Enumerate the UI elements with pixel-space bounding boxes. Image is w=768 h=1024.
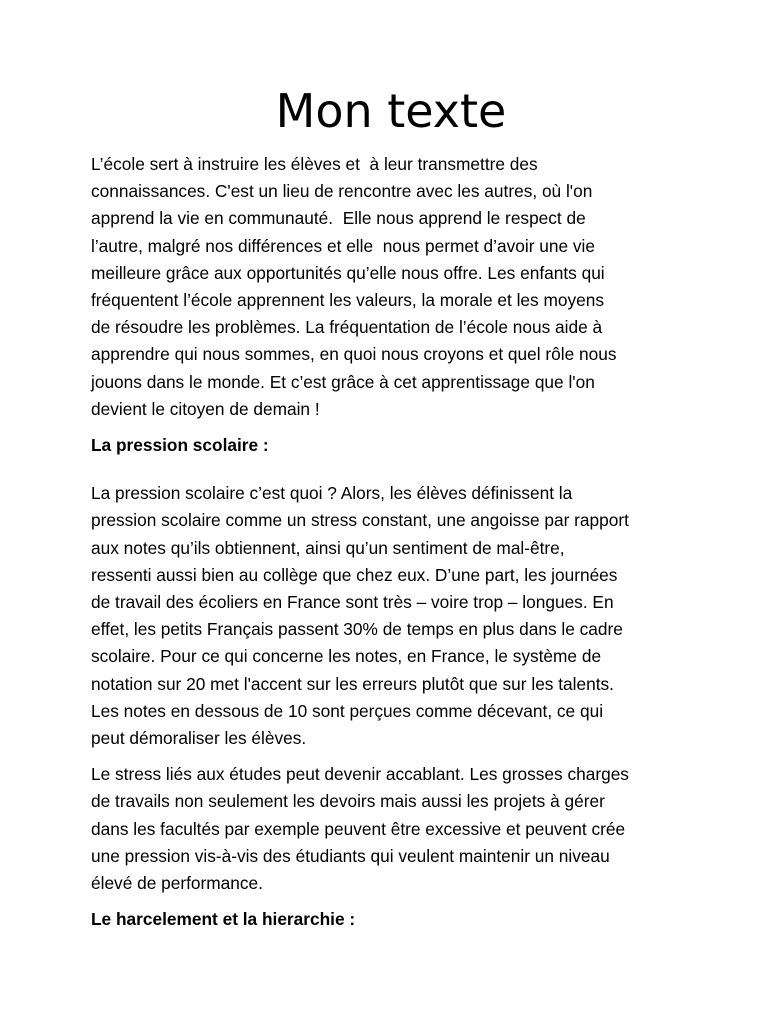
text-line: connaissances. C'est un lieu de rencontre avec les autres, où l'on — [91, 181, 593, 202]
text-line: de travails non seulement les devoirs mais aussi les projets à gérer — [91, 791, 605, 812]
text-line: l’autre, malgré nos différences et elle nous permet d’avoir une vie — [91, 235, 595, 256]
text-line: meilleure grâce aux opportunités qu’elle nous offre. Les enfants qui — [91, 262, 605, 283]
text-line: ressenti aussi bien au collège que chez eux. D’une part, les journées — [91, 564, 618, 585]
text-line: devient le citoyen de demain ! — [91, 398, 320, 419]
text-line: une pression vis-à-vis des étudiants qui veulent maintenir un niveau — [91, 845, 610, 866]
text-line: apprendre qui nous sommes, en quoi nous croyons et quel rôle nous — [91, 344, 617, 365]
text-line: de résoudre les problèmes. La fréquentation de l’école nous aide à — [91, 317, 603, 338]
text-line: L’école sert à instruire les élèves et à leur transmettre des — [91, 154, 538, 174]
text-line: Le stress liés aux études peut devenir accablant. Les grosses charges — [91, 764, 629, 785]
text-line: jouons dans le monde. Et c’est grâce à cet apprentissage que l'on — [91, 371, 595, 392]
document-title: Mon texte — [275, 84, 507, 138]
heading-harcelement: Le harcelement et la hierarchie : — [91, 909, 356, 930]
text-line: élevé de performance. — [91, 873, 263, 894]
text-line: effet, les petits Français passent 30% de temps en plus dans le cadre — [91, 619, 623, 640]
text-line: de travail des écoliers en France sont très – voire trop – longues. En — [91, 592, 614, 613]
text-line: Les notes en dessous de 10 sont perçues comme décevant, ce qui — [91, 700, 604, 721]
text-line: aux notes qu’ils obtiennent, ainsi qu’un sentiment de mal-être, — [91, 537, 565, 558]
paragraph-ecole — [91, 151, 691, 423]
paragraph-stress — [91, 761, 691, 897]
text-line: pression scolaire comme un stress constant, une angoisse par rapport — [91, 510, 629, 531]
heading-pression-scolaire: La pression scolaire : — [91, 435, 269, 456]
paragraph-pression — [91, 480, 691, 752]
text-line: fréquentent l’école apprennent les valeurs, la morale et les moyens — [91, 290, 604, 311]
text-line: peut démoraliser les élèves. — [91, 728, 307, 749]
document-body — [91, 151, 691, 954]
text-line: scolaire. Pour ce qui concerne les notes, en France, le système de — [91, 646, 602, 667]
text-line: notation sur 20 met l'accent sur les erreurs plutôt que sur les talents. — [91, 673, 614, 694]
text-line: dans les facultés par exemple peuvent être excessive et peuvent crée — [91, 818, 626, 839]
text-line: La pression scolaire c’est quoi ? Alors, les élèves définissent la — [91, 483, 573, 504]
text-line: apprend la vie en communauté. Elle nous apprend le respect de — [91, 208, 586, 229]
